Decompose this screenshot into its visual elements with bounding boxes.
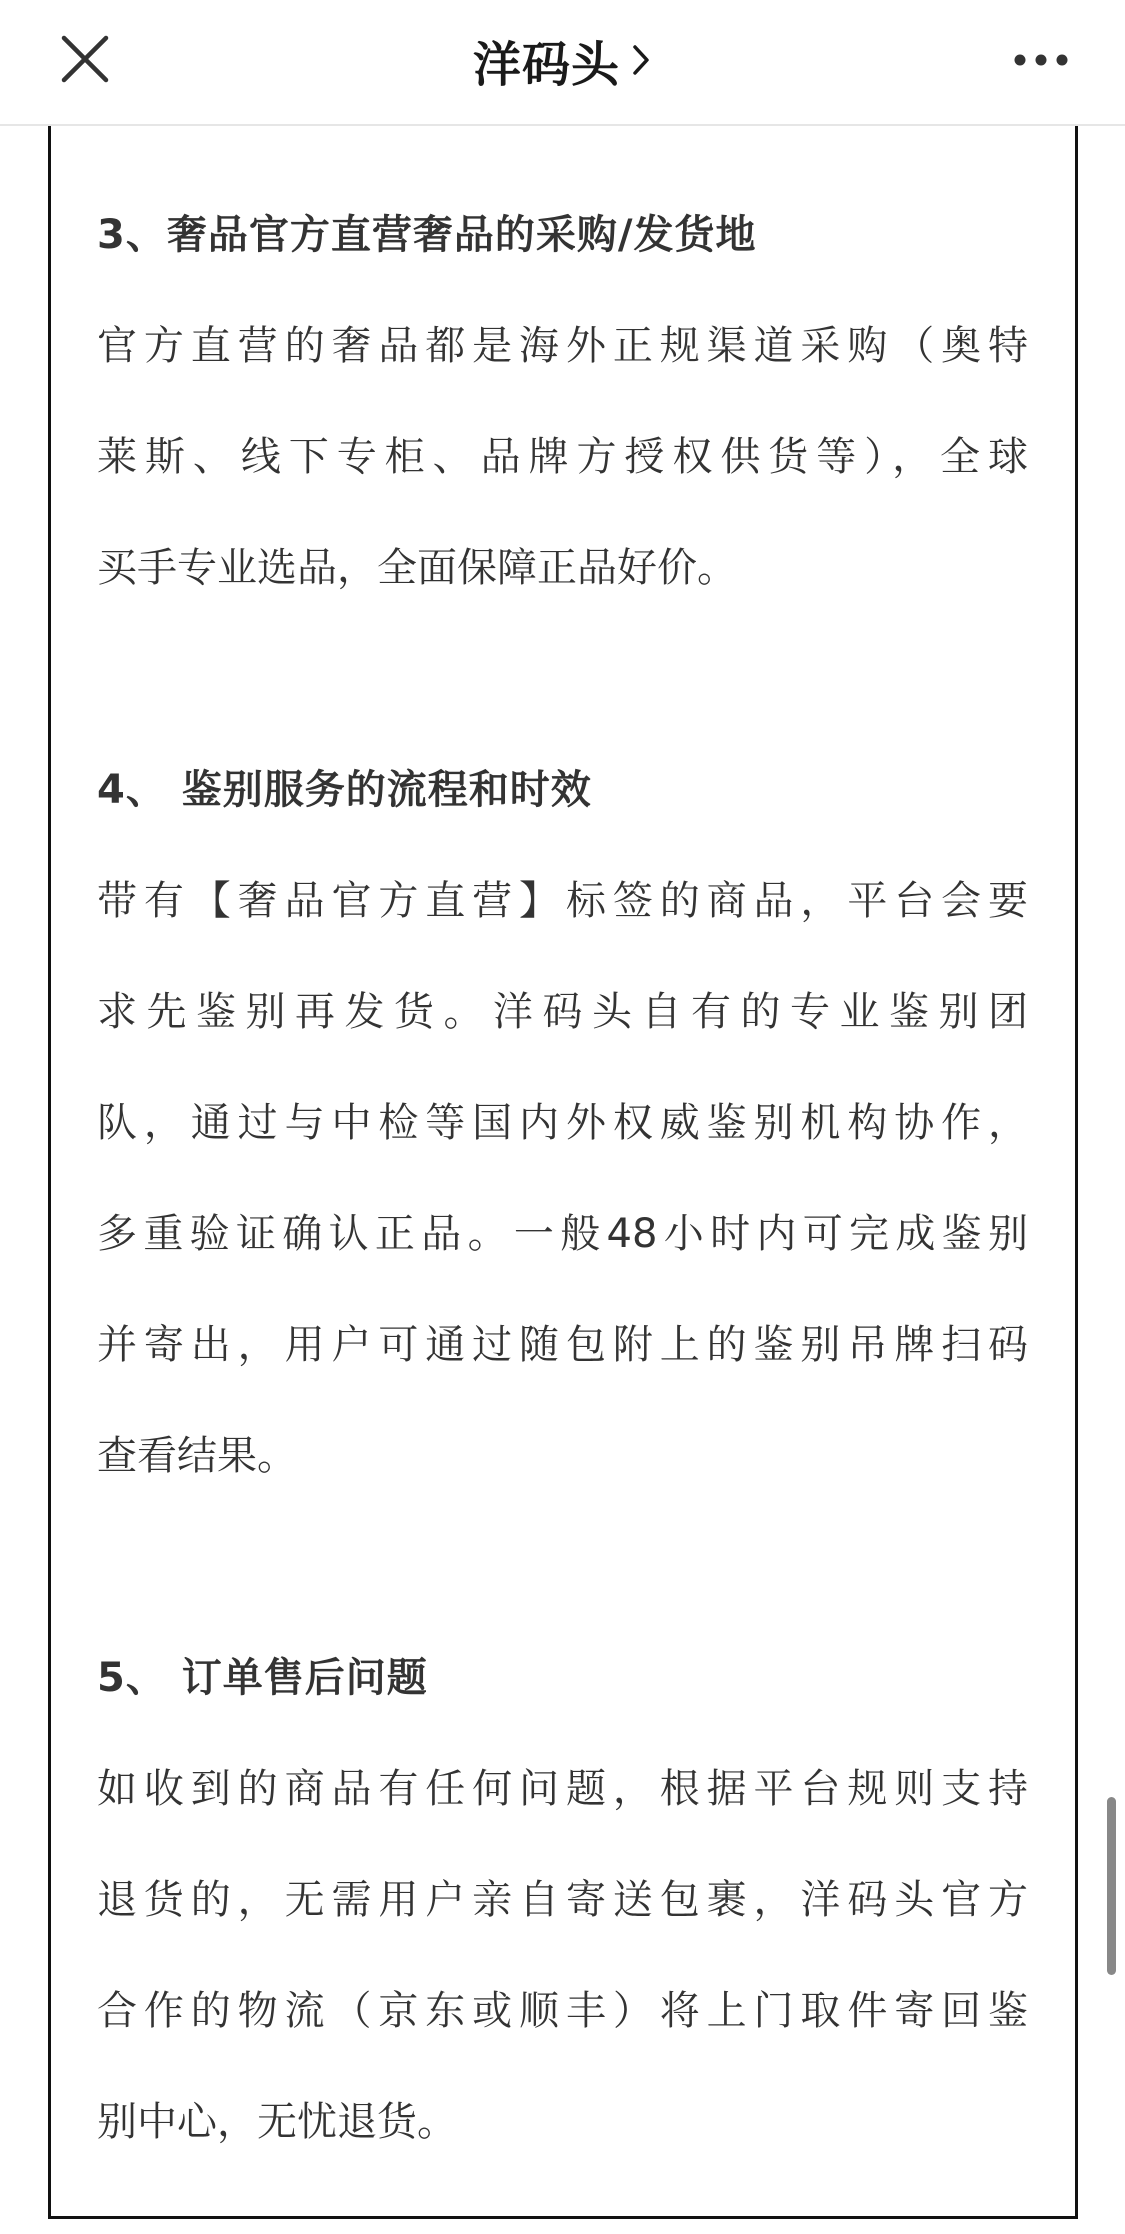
more-button[interactable] (1008, 44, 1074, 76)
paragraph-line: 退货的，无需用户亲自寄送包裹，洋码头官方 (97, 1877, 1028, 1923)
paragraph-line: 求先鉴别再发货。洋码头自有的专业鉴别团 (97, 989, 1028, 1035)
page-title: 洋码头 (472, 36, 620, 93)
paragraph-line: 买手专业选品，全面保障正品好价。 (97, 545, 737, 591)
vertical-scrollbar[interactable] (1107, 1797, 1116, 1975)
paragraph-line: 官方直营的奢品都是海外正规渠道采购（奥特 (97, 323, 1028, 369)
article-content (97, 180, 1028, 2178)
chevron-right-icon (630, 43, 652, 77)
paragraph-line: 并寄出，用户可通过随包附上的鉴别吊牌扫码 (97, 1322, 1028, 1368)
spacer (97, 624, 1028, 735)
paragraph-line: 别中心，无忧退货。 (97, 2099, 457, 2145)
more-horizontal-icon (1008, 44, 1074, 76)
paragraph-line: 队，通过与中检等国内外权威鉴别机构协作， (97, 1100, 1028, 1146)
account-title-link[interactable] (0, 28, 1125, 92)
paragraph-line: 莱斯、线下专柜、品牌方授权供货等），全球 (97, 434, 1028, 480)
section-heading: 5、 订单售后问题 (97, 1655, 428, 1701)
paragraph-line: 如收到的商品有任何问题，根据平台规则支持 (97, 1766, 1028, 1812)
nav-header (0, 0, 1125, 126)
paragraph-line: 查看结果。 (97, 1433, 297, 1479)
spacer (97, 1512, 1028, 1623)
paragraph-line: 多重验证确认正品。一般48小时内可完成鉴别 (97, 1211, 1028, 1257)
section-heading: 3、奢品官方直营奢品的采购/发货地 (97, 212, 757, 258)
paragraph-line: 带有【奢品官方直营】标签的商品，平台会要 (97, 878, 1028, 924)
paragraph-line: 合作的物流（京东或顺丰）将上门取件寄回鉴 (97, 1988, 1028, 2034)
section-heading: 4、 鉴别服务的流程和时效 (97, 767, 592, 813)
